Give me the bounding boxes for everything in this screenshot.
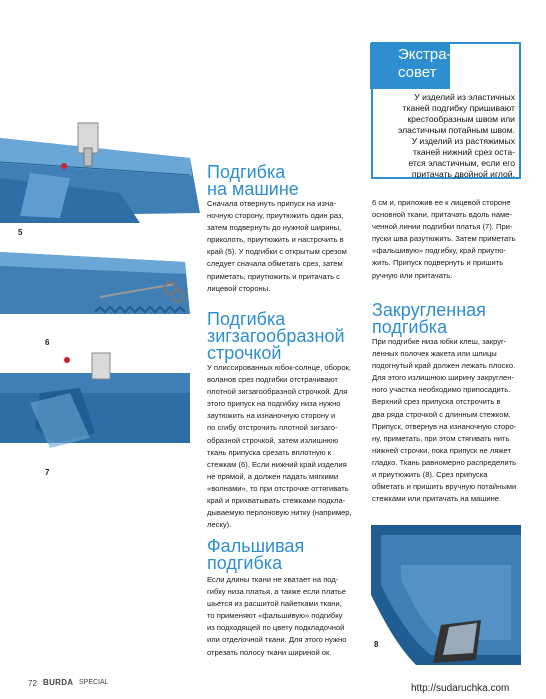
- heading-false-hem: Фальшивая подгибка: [207, 536, 305, 573]
- illustration-rounded-hem: [371, 525, 521, 665]
- illustration-false-hem: [0, 348, 200, 458]
- text-false-hem-continued: 6 см и, приложив ее к лицевой стороне основной ткани, притачать вдоль наме- ченной линии подгибки платья (7). При- пуски шва разутюжить. Затем приметать «фальшивую» подгибку, край приутю- жить. Припуск подвернуть и пришить ручную или притачать.: [372, 198, 516, 280]
- illustration-machine-hem: [0, 118, 205, 233]
- figure-number: 7: [45, 468, 50, 477]
- heading-machine-hem: Подгибка на машине: [207, 162, 299, 199]
- tip-text: У изделий из эластичных тканей подгибку пришивают крестообразным швом или эластичным потайным швом. У изделий из растяжимых тканей нижний срез оста- ется эластичным, если его притачать двойной иглой.: [397, 92, 515, 179]
- text-false-hem: Если длины ткани не хватает на под- гибку низа платья, а также если платье шьется из расшитой пайетками ткани, то применяют «фальшивую» подгибку из подходящей по цвету подкладочной или отделочной ткани. Для этого нужно отрезать полосу ткани шириной ок.: [207, 575, 347, 657]
- text-zigzag-hem: У плиссированных юбок-солнце, оборок, воланов срез подгибки отстрачивают плотной зигзагообразной строчкой. Для этого припуск на подгибку низа нужно заутюжить на изнаночную сторону и по сгибу отстрочить плотной зигзаго- образной строчкой, затем излишнюю ткань припуска срезать вплотную к стежкам (6). Если нижний край изделия не прямой, а должен падать мягкими «волнами», то при отстрочке оттягивать край и прихватывать стежками подкла- дываемую перлоновую нитку (например, леску).: [207, 363, 352, 530]
- text-rounded-hem: При подгибке низа юбки клеш, закруг- ленных полочек жакета или шлицы подогнутый край должен лежать плоско. Для этого излишнюю ширину закруглен- ного участка необходимо припосадить. Верхний срез припуска отстрочить в два ряда строчкой с длинным стежком. Припуск, отвернув на изнаночную сторо- ну, приметать, при этом стягивать нить нижней строчки, пока припуск не ляжет гладко. Ткань равномерно распределить и приутюжить (8). Срез припуска обметать и пришить вручную потайными стежками или притачать на машине.: [372, 337, 517, 504]
- figure-number: 8: [374, 640, 379, 649]
- figure-number: 6: [45, 338, 50, 347]
- text-machine-hem: Сначала отвернуть припуск на изна- ночную сторону, приутюжить один раз, затем подвернуть до нужной ширины, приколоть, приутюжить и настрочить в край (5). У подгибки с открытым срезом следует сначала обметать срез, затем приметать, приутюжить и притачать с лицевой стороны.: [207, 199, 347, 293]
- magazine-brand-suffix: SPECIAL: [79, 679, 109, 686]
- illustration-zigzag-hem: [0, 252, 200, 322]
- heading-zigzag-hem: Подгибка зигзагообразной строчкой: [207, 309, 345, 363]
- page-number: 72: [28, 679, 37, 688]
- tip-title: Экстра- совет: [398, 46, 452, 81]
- heading-rounded-hem: Закругленная подгибка: [372, 300, 486, 337]
- watermark-url: http://sudaruchka.com: [411, 683, 510, 694]
- figure-number: 5: [18, 228, 23, 237]
- magazine-brand: BURDA: [43, 678, 74, 687]
